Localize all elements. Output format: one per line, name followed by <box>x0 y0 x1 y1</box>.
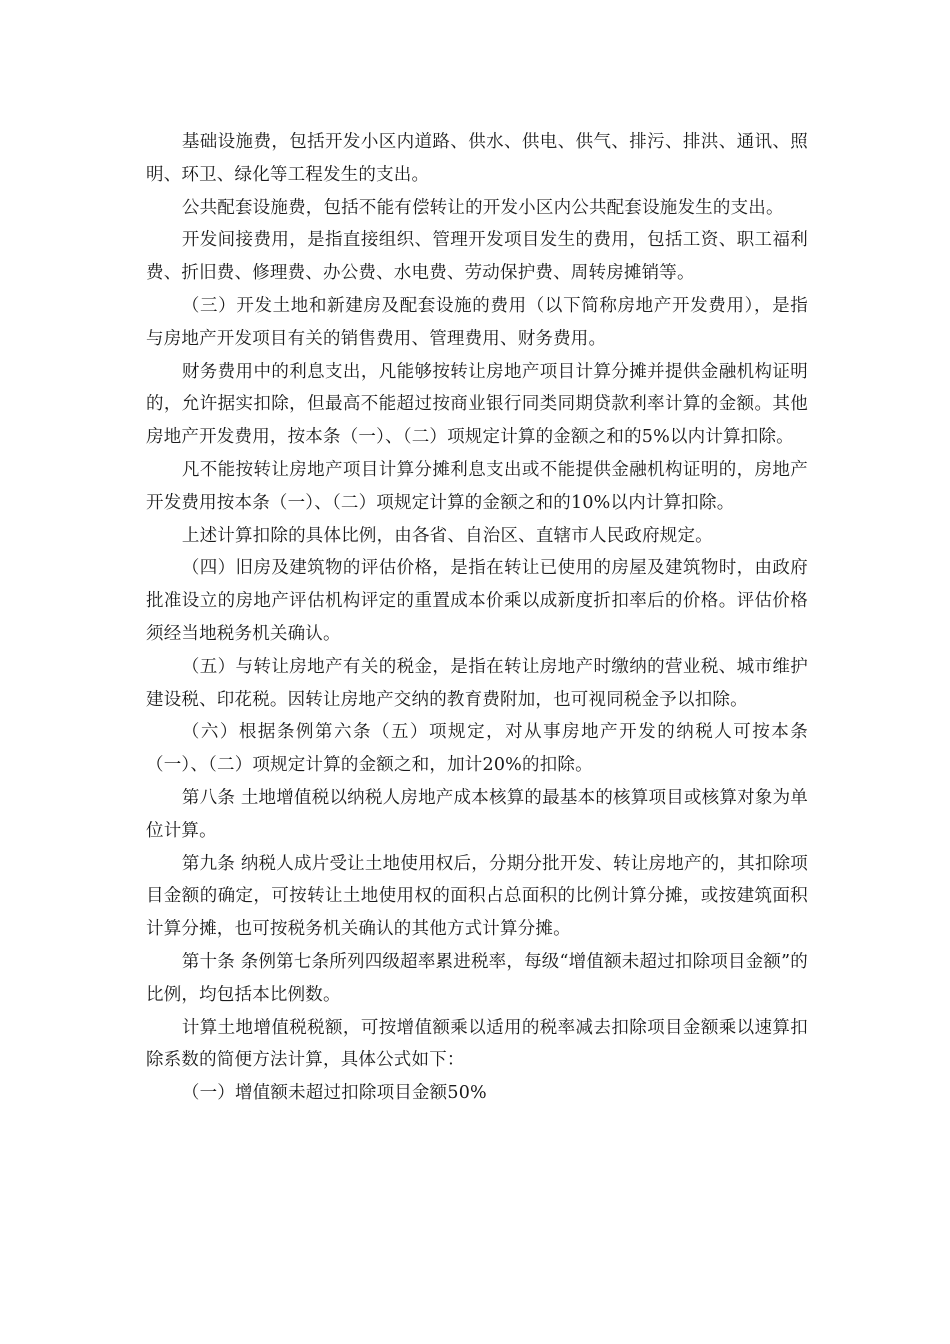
paragraph: 计算土地增值税税额，可按增值额乘以适用的税率减去扣除项目金额乘以速算扣除系数的简便方法计算，具体公式如下： <box>146 1017 808 1071</box>
paragraph: 公共配套设施费，包括不能有偿转让的开发小区内公共配套设施发生的支出。 <box>181 197 784 218</box>
paragraph: 上述计算扣除的具体比例，由各省、自治区、直辖市人民政府规定。 <box>181 525 713 546</box>
paragraph: （三）开发土地和新建房及配套设施的费用（以下简称房地产开发费用），是指与房地产开发项目有关的销售费用、管理费用、财务费用。 <box>146 295 808 349</box>
paragraph: 第八条 土地增值税以纳税人房地产成本核算的最基本的核算项目或核算对象为单位计算。 <box>146 787 808 841</box>
document-body <box>146 126 808 1110</box>
paragraph: （四）旧房及建筑物的评估价格，是指在转让已使用的房屋及建筑物时，由政府批准设立的房地产评估机构评定的重置成本价乘以成新度折扣率后的价格。评估价格须经当地税务机关确认。 <box>146 558 808 644</box>
paragraph: 第十条 条例第七条所列四级超率累进税率，每级“增值额未超过扣除项目金额”的比例，均包括本比例数。 <box>146 951 808 1005</box>
paragraph: （五）与转让房地产有关的税金，是指在转让房地产时缴纳的营业税、城市维护建设税、印花税。因转让房地产交纳的教育费附加，也可视同税金予以扣除。 <box>146 656 808 710</box>
paragraph: 开发间接费用，是指直接组织、管理开发项目发生的费用，包括工资、职工福利费、折旧费、修理费、办公费、水电费、劳动保护费、周转房摊销等。 <box>146 230 808 284</box>
paragraph: 基础设施费，包括开发小区内道路、供水、供电、供气、排污、排洪、通讯、照明、环卫、绿化等工程发生的支出。 <box>146 132 808 185</box>
paragraph: 第九条 纳税人成片受让土地使用权后，分期分批开发、转让房地产的，其扣除项目金额的确定，可按转让土地使用权的面积占总面积的比例计算分摊，或按建筑面积计算分摊，也可按税务机关确认的其他方式计算分摊。 <box>146 853 808 940</box>
paragraph: （一）增值额未超过扣除项目金额50% <box>181 1083 487 1104</box>
paragraph: 凡不能按转让房地产项目计算分摊利息支出或不能提供金融机构证明的，房地产开发费用按本条（一）、（二）项规定计算的金额之和的10%以内计算扣除。 <box>146 459 808 513</box>
paragraph: 财务费用中的利息支出，凡能够按转让房地产项目计算分摊并提供金融机构证明的，允许据实扣除，但最高不能超过按商业银行同类同期贷款利率计算的金额。其他房地产开发费用，按本条（一）、（二）项规定计算的金额之和的5%以内计算扣除。 <box>146 361 808 448</box>
paragraph: （六）根据条例第六条（五）项规定，对从事房地产开发的纳税人可按本条（一）、（二）项规定计算的金额之和，加计20%的扣除。 <box>146 722 808 776</box>
